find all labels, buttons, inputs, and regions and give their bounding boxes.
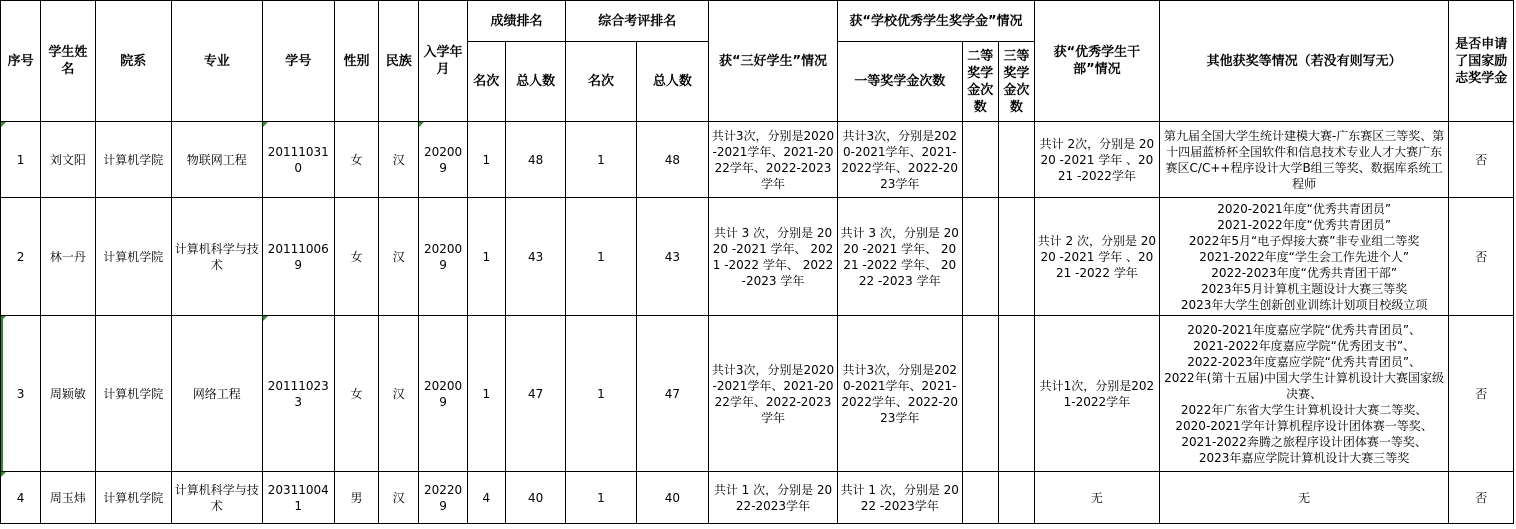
cell-apply[interactable]: 否 xyxy=(1449,198,1514,316)
cell-dept[interactable]: 计算机学院 xyxy=(95,198,171,316)
cell-major[interactable]: 网络工程 xyxy=(171,316,262,472)
cell-total[interactable]: 48 xyxy=(505,122,565,198)
cell-first-scholarship[interactable]: 共计 3 次，分别是 2020 -2021 学年、 2021 -2022 学年、 2022 -2023 学年 xyxy=(837,198,962,316)
header-score-rank: 成绩排名 xyxy=(467,1,566,42)
cell-first-scholarship[interactable]: 共计 1 次，分别是 2022 -2023学年 xyxy=(837,472,962,524)
cell-total2[interactable]: 47 xyxy=(636,316,708,472)
table-row xyxy=(1,316,1514,472)
cell-gender[interactable]: 男 xyxy=(334,472,378,524)
cell-seq[interactable]: 4 xyxy=(1,472,41,524)
cell-dept[interactable]: 计算机学院 xyxy=(95,472,171,524)
header-rank: 名次 xyxy=(467,42,505,122)
cell-second-scholarship[interactable] xyxy=(962,472,998,524)
cell-cadre[interactable]: 无 xyxy=(1035,472,1160,524)
header-third-scholarship: 三等奖学金次数 xyxy=(998,42,1034,122)
header-gender: 性别 xyxy=(334,1,378,122)
cell-gender[interactable]: 女 xyxy=(334,198,378,316)
cell-total2[interactable]: 40 xyxy=(636,472,708,524)
cell-total[interactable]: 47 xyxy=(505,316,565,472)
cell-student-id[interactable]: 201110233 xyxy=(262,316,334,472)
cell-major[interactable]: 物联网工程 xyxy=(171,122,262,198)
cell-sanhao[interactable]: 共计 3 次，分别是 2020 -2021 学年、 2021 -2022 学年、 2022 -2023 学年 xyxy=(709,198,838,316)
cell-student-id[interactable]: 201110069 xyxy=(262,198,334,316)
header-seq: 序号 xyxy=(1,1,41,122)
cell-major[interactable]: 计算机科学与技术 xyxy=(171,472,262,524)
cell-rank2[interactable]: 1 xyxy=(566,122,636,198)
cell-rank[interactable]: 1 xyxy=(467,122,505,198)
cell-gender[interactable]: 女 xyxy=(334,316,378,472)
header-ethnic: 民族 xyxy=(379,1,419,122)
cell-rank[interactable]: 4 xyxy=(467,472,505,524)
header-total: 总人数 xyxy=(505,42,565,122)
cell-third-scholarship[interactable] xyxy=(998,316,1034,472)
cell-total2[interactable]: 43 xyxy=(636,198,708,316)
cell-name[interactable]: 刘文阳 xyxy=(41,122,95,198)
cell-other[interactable]: 2020-2021年度嘉应学院“优秀共青团员”、 2021-2022年度嘉应学院“优秀团支书”、 2022-2023年度嘉应学院“优秀共青团员”、 2022年(第十五届)中国大学生计算机设计大赛国家级决赛、 2022年广东省大学生计算机设计大赛二等奖、 2020-2021学年计算机程序设计团体赛一等奖、 2021-2022奔腾之旅程序设计团体赛一等奖、 2023年嘉应学院计算机设计大赛三等奖 xyxy=(1159,316,1449,472)
cell-cadre[interactable]: 共计 2 次，分别是 2020 -2021 学年 、2021 -2022 学年 xyxy=(1035,198,1160,316)
header-second-scholarship: 二等奖学金次数 xyxy=(962,42,998,122)
cell-third-scholarship[interactable] xyxy=(998,198,1034,316)
cell-seq[interactable]: 3 xyxy=(1,316,41,472)
header-name: 学生姓名 xyxy=(41,1,95,122)
cell-sanhao[interactable]: 共计 1 次，分别是 2022-2023学年 xyxy=(709,472,838,524)
table-row xyxy=(1,122,1514,198)
cell-seq[interactable]: 2 xyxy=(1,198,41,316)
cell-enroll[interactable]: 202009 xyxy=(419,198,467,316)
cell-third-scholarship[interactable] xyxy=(998,122,1034,198)
cell-student-id[interactable]: 203110041 xyxy=(262,472,334,524)
cell-second-scholarship[interactable] xyxy=(962,316,998,472)
cell-enroll[interactable]: 202009 xyxy=(419,316,467,472)
cell-rank[interactable]: 1 xyxy=(467,198,505,316)
cell-ethnic[interactable]: 汉 xyxy=(379,198,419,316)
header-first-scholarship: 一等奖学金次数 xyxy=(837,42,962,122)
cell-other[interactable]: 无 xyxy=(1159,472,1449,524)
cell-ethnic[interactable]: 汉 xyxy=(379,122,419,198)
header-scholarship: 获“学校优秀学生奖学金”情况 xyxy=(837,1,1034,42)
header-sanhao: 获“三好学生”情况 xyxy=(709,1,838,122)
header-comp-rank: 综合考评排名 xyxy=(566,1,709,42)
header-apply: 是否申请了国家励志奖学金 xyxy=(1449,1,1514,122)
cell-total2[interactable]: 48 xyxy=(636,122,708,198)
cell-apply[interactable]: 否 xyxy=(1449,122,1514,198)
cell-major[interactable]: 计算机科学与技术 xyxy=(171,198,262,316)
header-major: 专业 xyxy=(171,1,262,122)
cell-rank2[interactable]: 1 xyxy=(566,198,636,316)
cell-enroll[interactable]: 202009 xyxy=(419,122,467,198)
cell-cadre[interactable]: 共计1次，分别是2021-2022学年 xyxy=(1035,316,1160,472)
cell-second-scholarship[interactable] xyxy=(962,122,998,198)
cell-dept[interactable]: 计算机学院 xyxy=(95,316,171,472)
cell-first-scholarship[interactable]: 共计3次，分别是2020-2021学年、2021-2022学年、2022-2023学年 xyxy=(837,316,962,472)
cell-student-id[interactable]: 201110310 xyxy=(262,122,334,198)
cell-rank[interactable]: 1 xyxy=(467,316,505,472)
cell-name[interactable]: 周颖敏 xyxy=(41,316,95,472)
table-row xyxy=(1,198,1514,316)
header-cadre: 获“优秀学生干部”情况 xyxy=(1035,1,1160,122)
cell-third-scholarship[interactable] xyxy=(998,472,1034,524)
header-enroll: 入学年月 xyxy=(419,1,467,122)
cell-sanhao[interactable]: 共计3次，分别是2020-2021学年、2021-2022学年、2022-2023学年 xyxy=(709,122,838,198)
cell-sanhao[interactable]: 共计3次，分别是2020-2021学年、2021-2022学年、2022-2023学年 xyxy=(709,316,838,472)
cell-ethnic[interactable]: 汉 xyxy=(379,316,419,472)
cell-enroll[interactable]: 202209 xyxy=(419,472,467,524)
cell-gender[interactable]: 女 xyxy=(334,122,378,198)
cell-apply[interactable]: 否 xyxy=(1449,472,1514,524)
cell-seq[interactable]: 1 xyxy=(1,122,41,198)
cell-dept[interactable]: 计算机学院 xyxy=(95,122,171,198)
cell-ethnic[interactable]: 汉 xyxy=(379,472,419,524)
cell-total[interactable]: 43 xyxy=(505,198,565,316)
table-row xyxy=(1,472,1514,524)
cell-other[interactable]: 第九届全国大学生统计建模大赛-广东赛区三等奖、第十四届蓝桥杯全国软件和信息技术专业人才大赛广东赛区C/C++程序设计大学B组三等奖、数据库系统工程师 xyxy=(1159,122,1449,198)
header-rank2: 名次 xyxy=(566,42,636,122)
cell-total[interactable]: 40 xyxy=(505,472,565,524)
header-dept: 院系 xyxy=(95,1,171,122)
cell-apply[interactable]: 否 xyxy=(1449,316,1514,472)
cell-name[interactable]: 林一丹 xyxy=(41,198,95,316)
cell-other[interactable]: 2020-2021年度“优秀共青团员” 2021-2022年度“优秀共青团员” 2022年5月“电子焊接大赛”非专业组二等奖 2021-2022年度“学生会工作先进个人” 2022-2023年度“优秀共青团干部” 2023年5月计算机主题设计大赛三等奖 2023年大学生创新创业训练计划项目校级立项 xyxy=(1159,198,1449,316)
header-other: 其他获奖等情况（若没有则写无） xyxy=(1159,1,1449,122)
cell-second-scholarship[interactable] xyxy=(962,198,998,316)
cell-rank2[interactable]: 1 xyxy=(566,472,636,524)
cell-name[interactable]: 周玉炜 xyxy=(41,472,95,524)
header-student-id: 学号 xyxy=(262,1,334,122)
cell-rank2[interactable]: 1 xyxy=(566,316,636,472)
header-total2: 总人数 xyxy=(636,42,708,122)
cell-cadre[interactable]: 共计 2次，分别是 2020 -2021 学年 、2021 -2022学年 xyxy=(1035,122,1160,198)
cell-first-scholarship[interactable]: 共计3次，分别是2020-2021学年、2021-2022学年、2022-2023学年 xyxy=(837,122,962,198)
